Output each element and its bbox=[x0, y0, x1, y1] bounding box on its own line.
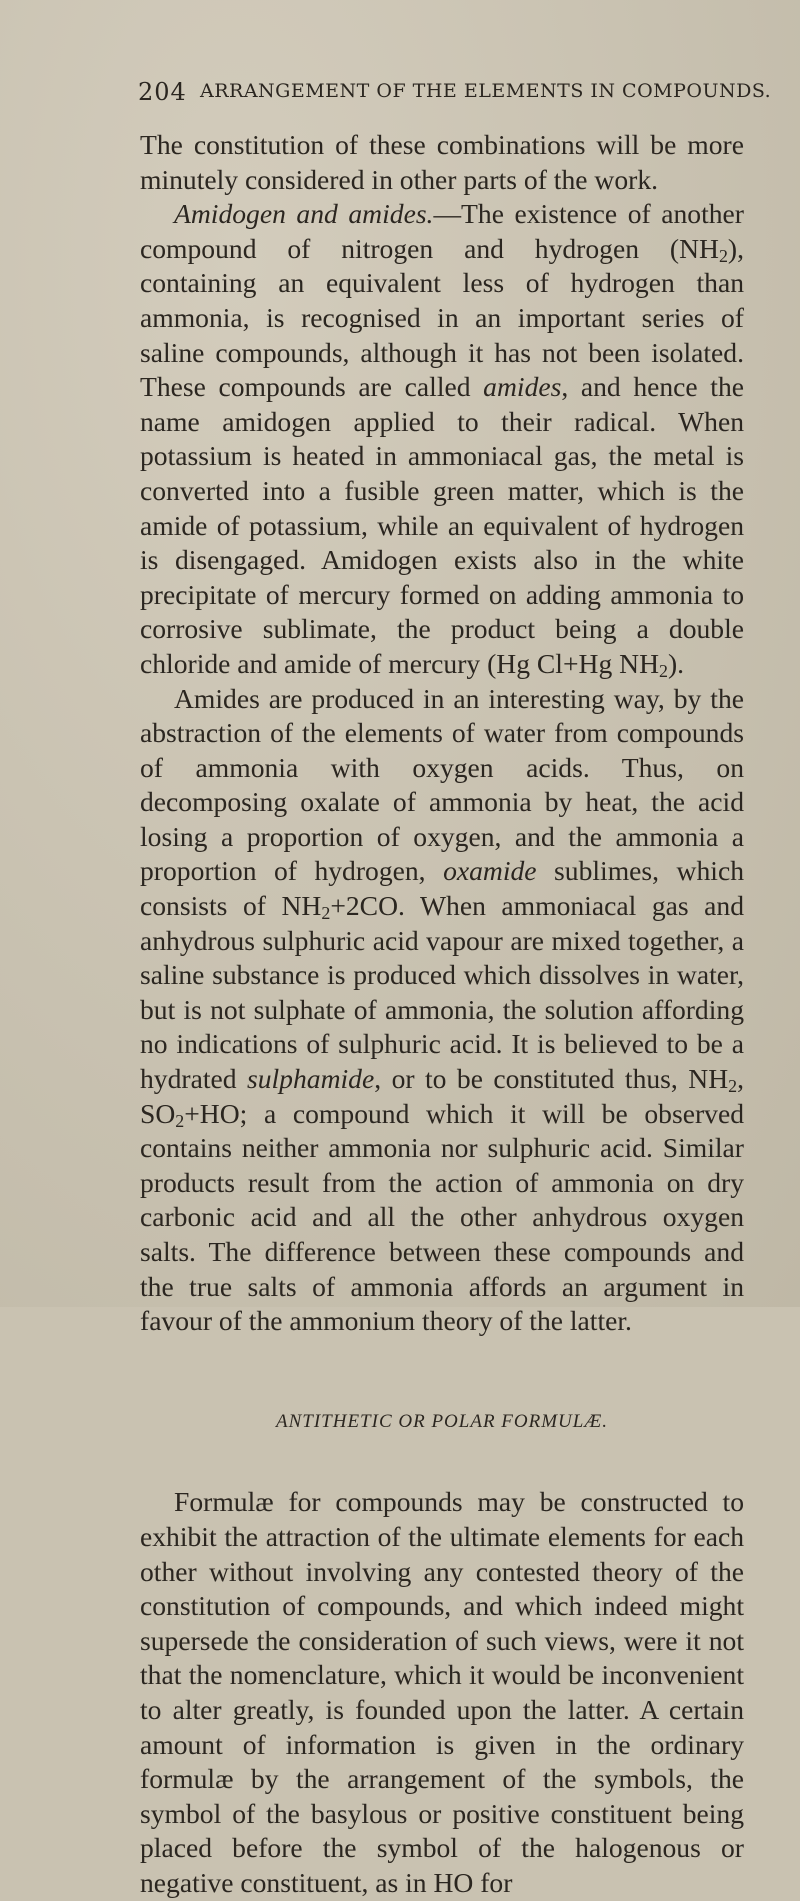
page-body bbox=[140, 128, 744, 1901]
paragraph-amidogen: Amidogen and amides.—The existence of another compound of nitrogen and hydrogen $(NH_2)$, containing an equivalent less of hydrogen than ammonia, is recognised in an important series of saline compounds, although it has not been isolated. These compounds are called amides, and hence the name amidogen applied to their radical. When potassium is heated in ammoniacal gas, the metal is converted into a fusible green matter, which is the amide of potassium, while an equivalent of hydrogen is disengaged. Amidogen exists also in the white precipitate of mercury formed on adding ammonia to corrosive sublimate, the product being a double chloride and amide of mercury (Hg Cl+Hg $NH_2$). bbox=[140, 198, 745, 681]
section-heading: ANTITHETIC OR POLAR FORMULÆ. bbox=[275, 1410, 608, 1432]
paragraph-intro: The constitution of these combinations will be more minutely considered in other parts of the work. bbox=[140, 129, 744, 195]
paragraph-title-amidogen: Amidogen and amides. bbox=[174, 198, 434, 230]
page-number: 204 bbox=[138, 78, 187, 106]
running-title: ARRANGEMENT OF THE ELEMENTS IN COMPOUNDS. bbox=[200, 80, 772, 102]
paragraph-amides: Amides are produced in an interesting way, by the abstraction of the elements of water from compounds of ammonia with oxygen acids. Thus, on decomposing oxalate of ammonia by heat, the acid losing a proportion of oxygen, and the ammonia a proportion of hydrogen, oxamide sublimes, which consists of $NH_2+2CO$. When ammoniacal gas and anhydrous sulphuric acid vapour are mixed together, a saline substance is produced which dissolves in water, but is not sulphate of ammonia, the solution affording no indications of sulphuric acid. It is believed to be a hydrated sulphamide, or to be constituted thus, $NH_2$, $SO_2+HO$; a compound which it will be observed contains neither ammonia nor sulphuric acid. Similar products result from the action of ammonia on dry carbonic acid and all the other anhydrous oxygen salts. The difference between these compounds and the true salts of ammonia affords an argument in favour of the ammonium theory of the latter. bbox=[140, 682, 745, 1337]
paragraph-formulae: Formulæ for compounds may be constructed to exhibit the attraction of the ultimate elements for each other without involving any contested theory of the constitution of compounds, and which indeed might supersede the consideration of such views, were it not that the nomenclature, which it would be inconvenient to alter greatly, is founded upon the latter. A certain amount of information is given in the ordinary formulæ by the arrangement of the symbols, the symbol of the basylous or positive constituent being placed before the symbol of the halogenous or negative constituent, as in HO for bbox=[140, 1486, 744, 1898]
